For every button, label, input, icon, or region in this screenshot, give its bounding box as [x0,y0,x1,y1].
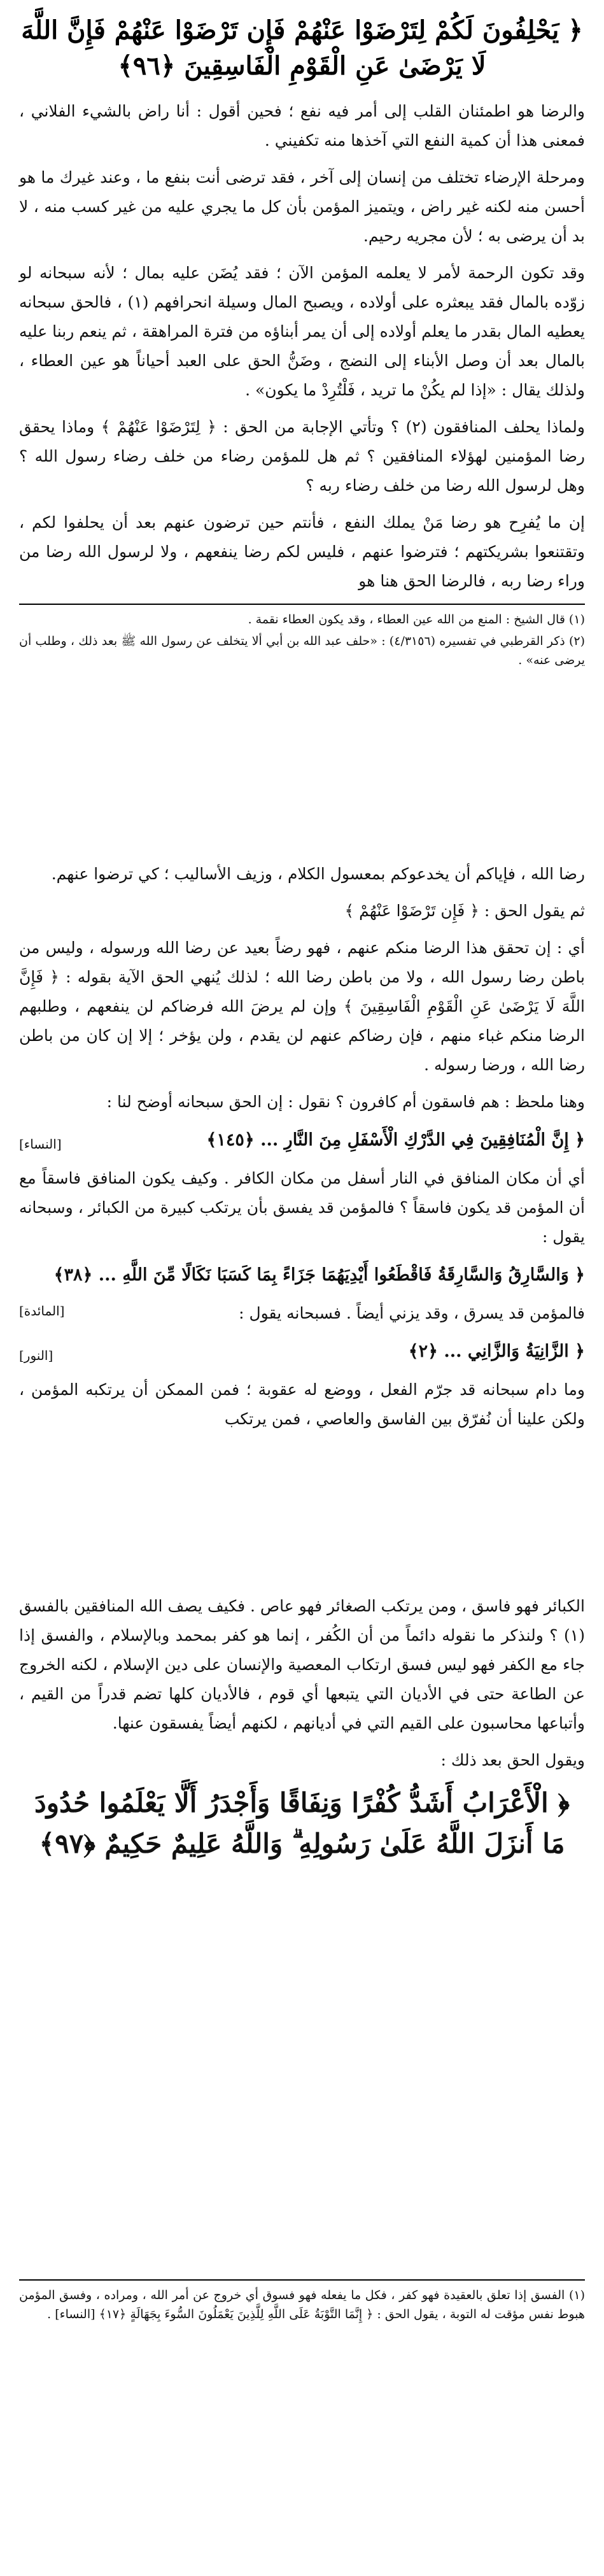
heading-verse: ﴿ يَحْلِفُونَ لَكُمْ لِتَرْضَوْا عَنْهُمْ فَإِن تَرْضَوْا عَنْهُمْ فَإِنَّ اللَّهَ لَا يَرْضَىٰ عَنِ الْقَوْمِ الْفَاسِقِينَ ﴿٩٦﴾ [21,15,583,81]
paragraph: وما دام سبحانه قد جرّم الفعل ، ووضع له عقوبة ؛ فمن الممكن أن يرتكبه المؤمن ، ولكن علينا أن نُفرّق بين الفاسق والعاصي ، فمن يرتكب [19,1380,585,1428]
surah-reference: [النساء] [19,1136,62,1152]
paragraph: والرضا هو اطمئنان القلب إلى أمر فيه نفع ؛ فحين أقول : أنا راض بالشيء الفلاني ، فمعنى هذا أن كمية النفع التي آخذها منه تكفيني . [19,102,585,150]
verse-text: ﴿ الزَّانِيَةُ وَالزَّانِي ... ﴿٢﴾ [408,1341,585,1361]
paragraph: إن ما يُفرِح هو رضا مَنْ يملك النفع ، فأنتم حين ترضون عنهم بعد أن يحلفوا لكم ، وتقتنعوا بشريكتهم ؛ فترضوا عنهم ، فليس لكم رضا ينفعهم ، ولا لرسول الله رضا من وراء رضا ربه ، فالرضا الحق هنا هو [19,513,585,590]
quran-verse [19,1336,585,1368]
paragraph: رضا الله ، فإياكم أن يخدعوكم بمعسول الكلام ، وزيف الأساليب ؛ كي ترضوا عنهم. [51,865,585,883]
paragraph: ومرحلة الإرضاء تختلف من إنسان إلى آخر ، فقد ترضى أنت بنفع ما ، وعند غيرك ما هو أحسن منه لكنه غير راض ، ويتميز المؤمن بأن كل ما يجري عليه من غير كسب منه ، لا بد أن يرضى به ؛ لأن مجريه رحيم. [19,168,585,245]
quran-verse [19,1124,585,1156]
paragraph: ثم يقول الحق : ﴿ فَإِن تَرْضَوْا عَنْهُمْ ﴾ [344,902,585,920]
footnote-divider [19,2279,585,2281]
paragraph: وهنا ملحظ : هم فاسقون أم كافرون ؟ نقول : إن الحق سبحانه أوضح لنا : [106,1093,585,1111]
highlighted-verse: ﴿ الْأَعْرَابُ أَشَدُّ كُفْرًا وَنِفَاقًا وَأَجْدَرُ أَلَّا يَعْلَمُوا حُدُودَ مَا أَنزَلَ اللَّهُ عَلَىٰ رَسُولِهِ ۗ وَاللَّهُ عَلِيمٌ حَكِيمٌ ﴿٩٧﴾ [34,1787,570,1859]
surah-reference: [المائدة] [19,1303,65,1319]
paragraph: فالمؤمن قد يسرق ، وقد يزني أيضاً . فسبحانه يقول : [239,1304,585,1322]
page-2-content [19,860,585,1441]
paragraph: أي : إن تحقق هذا الرضا منكم عنهم ، فهو رضاً بعيد عن رضا الله ورسوله ، وليس من باطن رضا رسول الله ، ولا من باطن رضا الله ؛ لذلك يُنهي الحق الآية بقوله : ﴿ فَإِنَّ اللَّهَ لَا يَرْضَىٰ عَنِ الْقَوْمِ الْفَاسِقِينَ ﴾ وإن لم يرضَ الله فرضاكم لن ينفعهم ، وطلبهم الرضا منكم غباء منهم ، فإن رضاكم عنهم لن يقدم ، ولن يؤخر ؛ إلا إن كان من باطن رضا الله ، ورضا رسوله . [19,938,585,1074]
footnote: (١) قال الشيخ : المنع من الله عين العطاء ، وقد يكون العطاء نقمة . [248,612,585,626]
page-2 [0,847,604,1573]
paragraph: وقد تكون الرحمة لأمر لا يعلمه المؤمن الآن ؛ فقد يُضَن عليه بمال ؛ لأنه سبحانه لو زوّده بالمال فقد يبعثره على أولاده ، ويصبح المال وسيلة انحرافهم (١) ، فالحق سبحانه يعطيه المال بقدر ما يعلم أولاده إلى أن يمر أبناؤه من فترة المراهقة ، ثم ينعم ربنا عليه بالمال بعد أن وصل الأبناء إلى النضج ، وضَنُّ الحق على العبد أحياناً هو عين العطاء ، ولذلك يقال : «إذا لم يكُنْ ما تريد ، فَلْتُرِدْ ما يكون» . [19,264,585,399]
paragraph: أي أن مكان المنافق في النار أسفل من مكان الكافر . وكيف يكون المنافق فاسقاً مع أن المؤمن قد يكون فاسقاً ؟ فالمؤمن قد يفسق بأن يرتكب كبيرة من الكبائر ، وسبحانه يقول : [19,1169,585,1246]
verse-text: ﴿ إِنَّ الْمُنَافِقِينَ فِي الدَّرْكِ الْأَسْفَلِ مِنَ النَّارِ ... ﴿١٤٥﴾ [206,1130,585,1150]
page-3-content [19,1592,585,1864]
footnote: (١) الفسق إذا تعلق بالعقيدة فهو كفر ، فكل ما يفعله فهو فسوق أي خروج عن أمر الله ، ومراده ، وفسق المؤمن هبوط نفس مؤقت له التوبة ، يقول الحق : ﴿ إِنَّمَا التَّوْبَةُ عَلَى اللَّهِ لِلَّذِينَ يَعْمَلُونَ السُّوءَ بِجَهَالَةٍ ﴿١٧﴾ [النساء] . [19,2288,585,2321]
page-3-footnotes [19,2273,585,2326]
footnote-divider [19,604,585,605]
page-1-content [19,13,585,672]
footnote: (٢) ذكر القرطبي في تفسيره (٤/٣١٥٦) : «حلف عبد الله بن أبي ألا يتخلف عن رسول الله ﷺ بعد ذلك ، وطلب أن يرضى عنه» . [19,634,585,667]
surah-reference: [النور] [19,1348,53,1363]
paragraph: ويقول الحق بعد ذلك : [440,1751,585,1769]
page-3 [0,1573,604,2576]
verse-text: ﴿ وَالسَّارِقُ وَالسَّارِقَةُ فَاقْطَعُوا أَيْدِيَهُمَا جَزَاءً بِمَا كَسَبَا نَكَالًا مِّنَ اللَّهِ ... ﴿٣٨﴾ [53,1265,585,1285]
paragraph: ولماذا يحلف المنافقون (٢) ؟ وتأتي الإجابة من الحق : ﴿ لِتَرْضَوْا عَنْهُمْ ﴾ وماذا يحقق رضا المؤمنين لهؤلاء المنافقين ؟ ثم هل للمؤمن رضاء من خلف رضاء رسول الله ؟ وهل لرسول الله رضا من خلف رضاء ربه ؟ [19,418,585,495]
page-1 [0,0,604,847]
paragraph: الكبائر فهو فاسق ، ومن يرتكب الصغائر فهو عاص . فكيف يصف الله المنافقين بالفسق (١) ؟ ولنذكر ما نقوله دائماً من أن الكُفر ، إنما هو كفر بمحمد وبالإسلام ، والفسق إذا جاء مع الكفر فهو ليس فسق ارتكاب المعصية والإنسان على دين الإسلام ، لكنه الخروج عن الطاعة حتى في الأديان التي يتبعها أي قوم ، فالأديان كلها تضم قدراً من القيم ، وأتباعها محاسبون على القيم التي في أديانهم ، لكنهم أيضاً يفسقون عنها. [19,1597,585,1732]
